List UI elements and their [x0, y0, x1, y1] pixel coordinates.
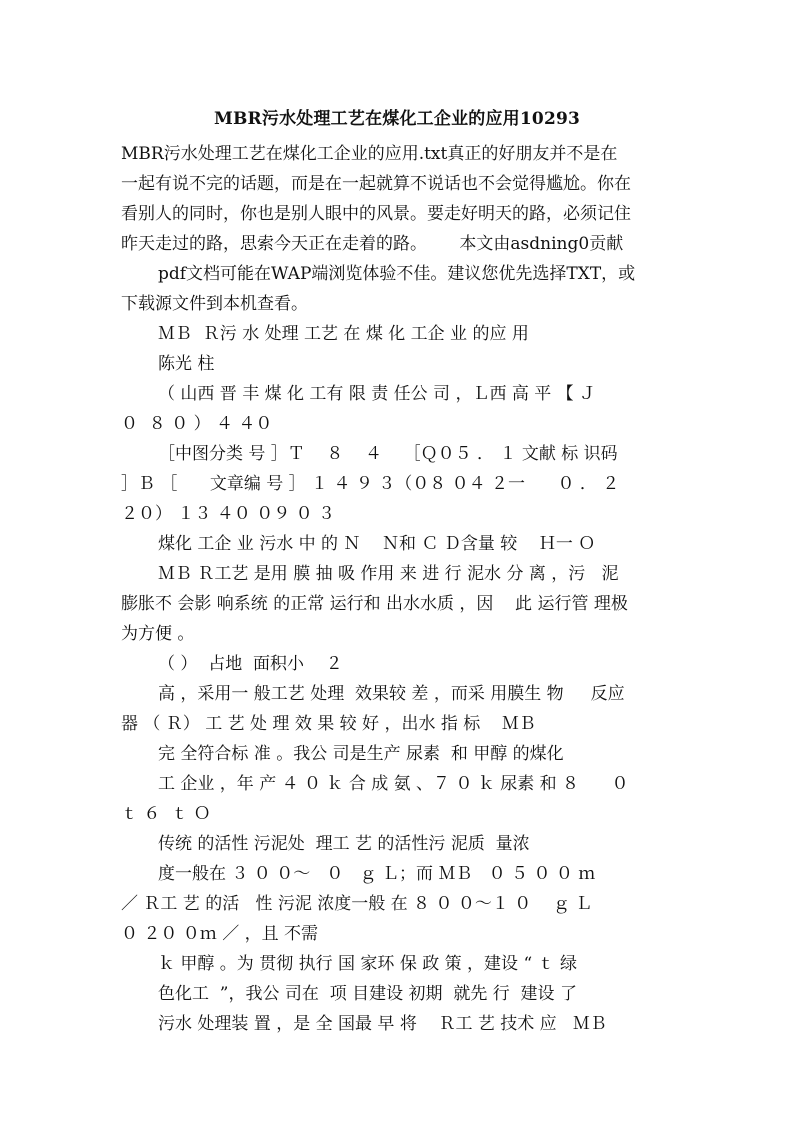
text-line: ］Ｂ ［ 文章编 号 ］ １ ４ ９ ３（０８ ０４ ２一 ０ ． ２ — [121, 474, 620, 494]
text-line: 一起有说不完的话题，而是在一起就算不说话也不会觉得尴尬。你在 — [121, 174, 631, 194]
text-line: 高 ，采用一 般工艺 处理 效果较 差 ，而采 用膜生 物 反应 — [158, 684, 625, 704]
text-line: 为方便 。 — [121, 624, 195, 644]
text-line: MBR污水处理工艺在煤化工企业的应用.txt真正的好朋友并不是在 — [121, 144, 618, 164]
text-line: ／ Ｒ工 艺 的活 性 污泥 浓度一般 在 ８ ０ ０～１ ０ ｇ Ｌ — [121, 894, 593, 914]
text-line: 煤化 工企 业 污水 中 的 Ｎ Ｎ和 Ｃ Ｄ含量 较 Ｈ一 Ｏ — [158, 534, 596, 554]
document-title: MBR污水处理工艺在煤化工企业的应用10293 — [213, 109, 581, 129]
text-line: 膨胀不 会影 响系统 的正常 运行和 出水水质 ，因 此 运行管 理极 — [121, 594, 628, 614]
text-line: 陈光 柱 — [158, 354, 215, 374]
text-line: 色化工 ”，我公 司在 项 目建设 初期 就先 行 建设 了 — [158, 984, 577, 1004]
text-line: ＭＢ Ｒ工艺 是用 膜 抽 吸 作用 来 进 行 泥水 分 离 ，污 泥 — [158, 564, 619, 584]
text-line: ＭＢ Ｒ污 水 处理 工艺 在 煤 化 工企 业 的应 用 — [158, 324, 529, 344]
text-line: （ 山西 晋 丰 煤 化 工有 限 责 任公 司 ，Ｌ西 高 平 【 Ｊ — [158, 384, 597, 404]
text-line: 传统 的活性 污泥处 理工 艺 的活性污 泥质 量浓 — [158, 834, 530, 854]
text-line: ［中图分类 号 ］Ｔ ８ ４ ［Ｑ０５ ． １ 文献 标 识码 — [158, 444, 618, 464]
text-line: ０ ８ ０ ） ４ ４０ — [121, 414, 273, 434]
text-line: 度一般在 ３ ０ ０～ ０ ｇ Ｌ；而 ＭＢ ０ ５ ０ ０ ｍ — [158, 864, 596, 884]
text-line: 器 （ Ｒ） 工 艺 处 理 效 果 较 好 ，出水 指 标 ＭＢ — [121, 714, 536, 734]
text-line: 昨天走过的路，思索今天正在走着的路。 本文由asdning0贡献 — [121, 234, 624, 254]
text-line: ０ ２０ ０ｍ ／ ，且 不需 — [121, 924, 319, 944]
text-line: 下载源文件到本机查看。 — [121, 294, 308, 314]
text-line: 看别人的同时，你也是别人眼中的风景。要走好明天的路，必须记住 — [121, 204, 631, 224]
text-line: ２０） １３ ４０ ０９ ０ ３ — [121, 504, 336, 524]
text-line: ｔ ６ ｔ Ｏ — [121, 804, 211, 824]
text-line: ｋ 甲醇 。为 贯彻 执行 国 家环 保 政 策 ，建设 “ ｔ 绿 — [158, 954, 577, 974]
text-line: pdf文档可能在WAP端浏览体验不佳。建议您优先选择TXT，或 — [158, 264, 636, 284]
text-line: 工 企业 ，年 产 ４ ０ ｋ 合 成 氨 、７ ０ ｋ 尿素 和 ８ ０ — [158, 774, 629, 794]
text-line: （ ） 占地 面积小 ２ — [158, 654, 343, 674]
text-line: 完 全符合标 准 。我公 司是生产 尿素 和 甲醇 的煤化 — [158, 744, 564, 764]
text-line: 污水 处理装 置 ，是 全 国最 早 将 Ｒ工 艺 技术 应 ＭＢ — [158, 1014, 607, 1034]
